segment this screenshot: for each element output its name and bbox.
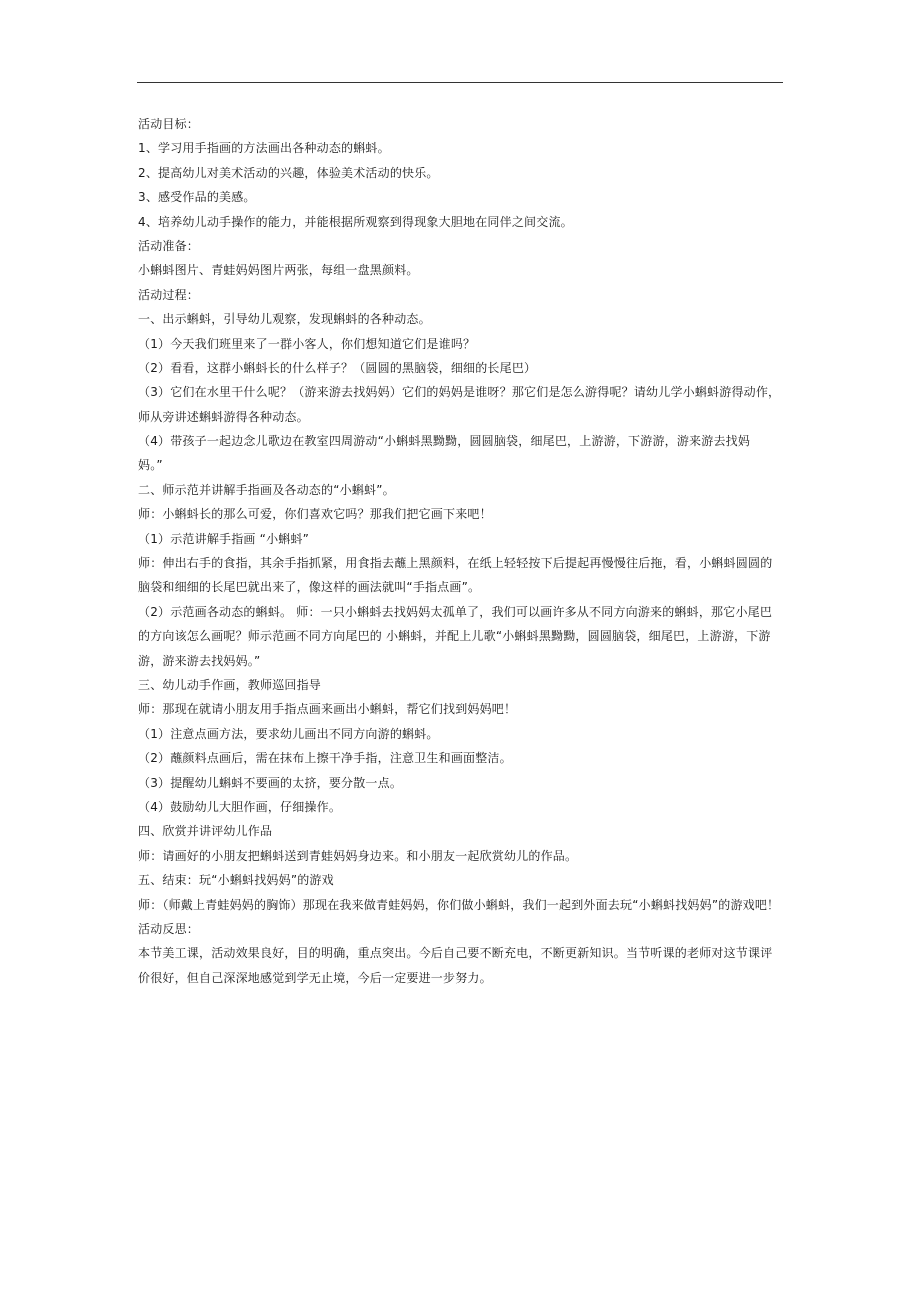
header-rule (137, 82, 783, 83)
paragraph-line: （3）它们在水里干什么呢？（游来游去找妈妈）它们的妈妈是谁呀？那它们是怎么游得呢？请幼儿学小蝌蚪游得动作， (138, 385, 781, 400)
paragraph-line: （2）示范画各动态的蝌蚪。 师：一只小蝌蚪去找妈妈太孤单了，我们可以画许多从不同方向游来的蝌蚪，那它小尾巴 (138, 604, 773, 619)
paragraph-line: 师：伸出右手的食指，其余手指抓紧，用食指去蘸上黑颜料，在纸上轻轻按下后提起再慢慢往后拖，看，小蝌蚪圆圆的 (138, 556, 773, 571)
paragraph-line: （1）今天我们班里来了一群小客人，你们想知道它们是谁吗？ (138, 336, 476, 351)
paragraph-line: （1）示范讲解手指画 “小蝌蚪” (138, 531, 310, 546)
paragraph-line: 游，游来游去找妈妈。” (138, 653, 261, 668)
paragraph-line: 师：请画好的小朋友把蝌蚪送到青蛙妈妈身边来。和小朋友一起欣赏幼儿的作品。 (138, 848, 578, 863)
document-body (138, 112, 788, 990)
paragraph-line: 的方向该怎么画呢？师示范画不同方向尾巴的 小蝌蚪，并配上儿歌“小蝌蚪黑黝黝，圆圆脑袋，细尾巴，上游游，下游 (138, 629, 771, 644)
paragraph-line: （4）带孩子一起边念儿歌边在教室四周游动“小蝌蚪黑黝黝，圆圆脑袋，细尾巴，上游游，下游游，游来游去找妈 (138, 434, 751, 449)
paragraph-line: 本节美工课，活动效果良好，目的明确，重点突出。今后自己要不断充电，不断更新知识。当节听课的老师对这节课评 (138, 946, 773, 961)
step-heading: 五、结束：玩“小蝌蚪找妈妈”的游戏 (138, 873, 334, 888)
section-heading-preparation: 活动准备： (138, 238, 200, 253)
goal-item: 1、学习用手指画的方法画出各种动态的蝌蚪。 (138, 141, 390, 156)
paragraph-line: 妈。” (138, 458, 163, 473)
section-heading-reflection: 活动反思： (138, 921, 200, 936)
step-heading: 一、出示蝌蚪，引导幼儿观察，发现蝌蚪的各种动态。 (138, 312, 431, 327)
paragraph-line: 师：那现在就请小朋友用手指点画来画出小蝌蚪，帮它们找到妈妈吧！ (138, 702, 517, 717)
section-heading-process: 活动过程： (138, 287, 200, 302)
paragraph-line: （2）蘸颜料点画后，需在抹布上擦干净手指，注意卫生和画面整洁。 (138, 751, 512, 766)
section-heading-goals: 活动目标： (138, 117, 200, 131)
goal-item: 2、提高幼儿对美术活动的兴趣，体验美术活动的快乐。 (138, 165, 439, 180)
paragraph-line: 师从旁讲述蝌蚪游得各种动态。 (138, 409, 309, 424)
goal-item: 4、培养幼儿动手操作的能力，并能根据所观察到得现象大胆地在同伴之间交流。 (138, 214, 573, 229)
step-heading: 四、欣赏并讲评幼儿作品 (138, 824, 273, 839)
paragraph-line: （2）看看，这群小蝌蚪长的什么样子？（圆圆的黑脑袋，细细的长尾巴） (138, 360, 537, 375)
paragraph-line: （3）提醒幼儿蝌蚪不要画的太挤，要分散一点。 (138, 775, 403, 790)
paragraph-line: 脑袋和细细的长尾巴就出来了，像这样的画法就叫“手指点画”。 (138, 580, 481, 595)
paragraph-line: 师：（师戴上青蛙妈妈的胸饰）那现在我来做青蛙妈妈，你们做小蝌蚪，我们一起到外面去玩“小蝌蚪找妈妈”的游戏吧！ (138, 897, 780, 912)
step-heading: 三、幼儿动手作画，教师巡回指导 (138, 677, 322, 692)
paragraph-line: （4）鼓励幼儿大胆作画，仔细操作。 (138, 799, 342, 814)
paragraph-line: 师：小蝌蚪长的那么可爱，你们喜欢它吗？那我们把它画下来吧！ (138, 507, 492, 522)
paragraph-line: 价很好，但自己深深地感觉到学无止境，今后一定要进一步努力。 (138, 970, 492, 985)
goal-item: 3、感受作品的美感。 (138, 190, 256, 205)
paragraph-line: 小蝌蚪图片、青蛙妈妈图片两张，每组一盘黑颜料。 (138, 263, 419, 278)
paragraph-line: （1）注意点画方法，要求幼儿画出不同方向游的蝌蚪。 (138, 726, 439, 741)
step-heading: 二、师示范并讲解手指画及各动态的“小蝌蚪”。 (138, 482, 395, 497)
